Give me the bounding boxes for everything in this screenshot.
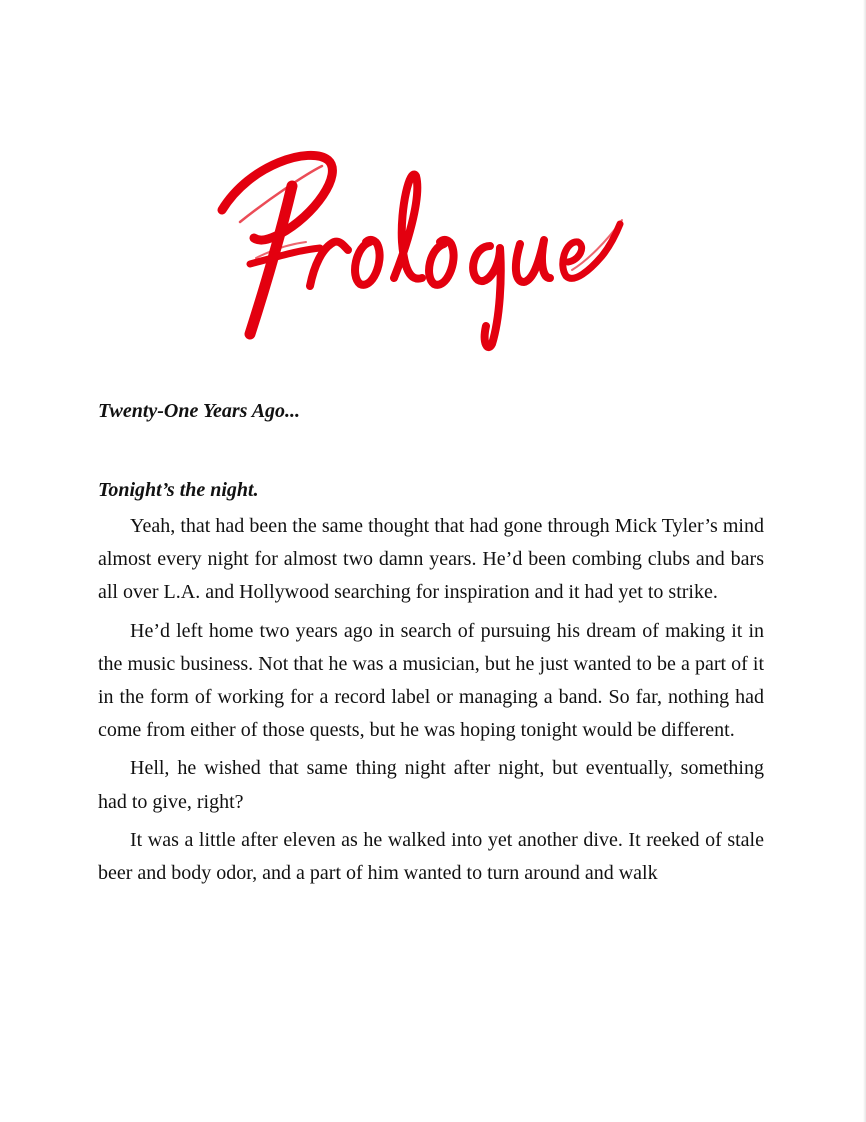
prologue-brush-script [210,138,630,358]
scene-lead-line: Tonight’s the night. [98,479,259,501]
chapter-title-lettering [210,138,630,358]
body-paragraph: Yeah, that had been the same thought that had gone through Mick Tyler’s mind almost every night for almost two damn years. He’d been combing clubs and bars all over L.A. and Hollywood searching for inspiration and it had yet to strike. [98,515,764,604]
body-paragraph: It was a little after eleven as he walked into yet another dive. It reeked of stale beer and body odor, and a part of him wanted to turn around and walk [98,828,764,885]
chapter-body [98,397,764,890]
scene-time-heading: Twenty-One Years Ago... [98,400,301,422]
body-paragraph: He’d left home two years ago in search of pursuing his dream of making it in the music business. Not that he was a musician, but he just wanted to be a part of it in the form of working for a record label or managing a band. So far, nothing had come from either of those quests, but he was hoping tonight would be different. [98,619,764,742]
body-paragraph: Hell, he wished that same thing night after night, but eventually, something had to give, right? [98,757,764,813]
